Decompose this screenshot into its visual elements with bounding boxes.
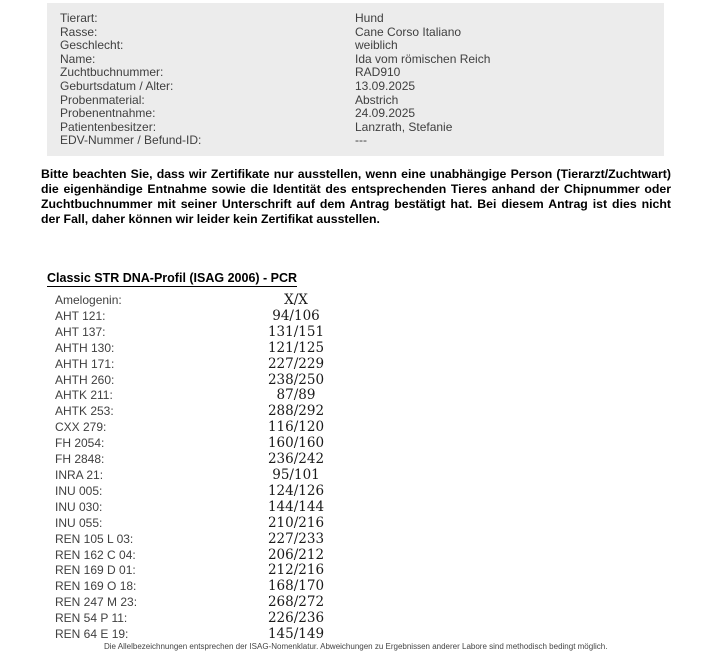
info-row-value: 13.09.2025 xyxy=(355,78,416,93)
info-row-label: Geburtsdatum / Alter: xyxy=(60,78,174,93)
info-row-value: Lanzrath, Stefanie xyxy=(355,119,453,134)
marker-row xyxy=(55,452,375,468)
marker-row xyxy=(55,373,375,389)
marker-value: 206/212 xyxy=(267,546,325,563)
marker-name: REN 247 M 23: xyxy=(55,595,138,610)
info-row-value: Hund xyxy=(355,11,384,25)
marker-value: X/X xyxy=(284,292,308,308)
clipped-footnote-text: Die Allelbezeichnungen entsprechen der ISAG-Nomenklatur. Abweichungen zu Ergebnissen anderer Labore sind methodisch bedingt möglich. xyxy=(104,642,608,651)
animal-info-rows xyxy=(60,12,654,148)
marker-value: 160/160 xyxy=(267,435,325,452)
marker-name: INU 055: xyxy=(55,515,103,530)
marker-name: REN 169 O 18: xyxy=(55,579,137,594)
marker-name: REN 105 L 03: xyxy=(55,531,134,546)
marker-name: AHTK 253: xyxy=(55,404,114,419)
marker-value: 95/101 xyxy=(272,466,320,483)
marker-row xyxy=(55,325,375,341)
marker-row xyxy=(55,579,375,595)
marker-name: INU 030: xyxy=(55,499,103,514)
marker-value: 268/272 xyxy=(267,594,325,611)
marker-row xyxy=(55,532,375,548)
info-row xyxy=(60,94,654,108)
info-row xyxy=(60,39,654,53)
marker-name: INU 005: xyxy=(55,483,103,498)
marker-name: AHT 121: xyxy=(55,308,106,323)
info-row-label: EDV-Nummer / Befund-ID: xyxy=(60,133,202,148)
marker-value: 226/236 xyxy=(267,610,325,627)
marker-name: AHTH 260: xyxy=(55,372,115,387)
marker-name: REN 162 C 04: xyxy=(55,547,136,562)
marker-name: REN 64 E 19: xyxy=(55,627,129,642)
info-row xyxy=(60,80,654,94)
info-row-value: Abstrich xyxy=(355,92,399,107)
marker-row xyxy=(55,436,375,452)
info-row xyxy=(60,107,654,121)
marker-value: 121/125 xyxy=(267,339,325,356)
certificate-notice-paragraph: Bitte beachten Sie, dass wir Zertifikate nur ausstellen, wenn eine unabhängige Person (Tierarzt/Zuchtwart) die eigenhändige Entnahme sowie die Identität des entsprechenden Tieres anhand der Chipnummer oder Zuchtbuchnummer mit seiner Unterschrift auf dem Antrag bestätigt hat. Bei diesem Antrag ist dies nicht der Fall, daher können wir leider kein Zertifikat ausstellen. xyxy=(41,167,671,227)
dna-profile-heading-text: Classic STR DNA-Profil (ISAG 2006) - PCR xyxy=(47,271,298,285)
info-row xyxy=(60,53,654,67)
marker-value: 212/216 xyxy=(267,562,325,579)
info-row xyxy=(60,66,654,80)
info-row-label: Zuchtbuchnummer: xyxy=(60,65,164,80)
marker-row xyxy=(55,357,375,373)
info-row-label: Probenentnahme: xyxy=(60,106,156,121)
marker-value: 288/292 xyxy=(267,403,325,420)
marker-row xyxy=(55,484,375,500)
marker-row xyxy=(55,548,375,564)
marker-row xyxy=(55,611,375,627)
info-row-value: 24.09.2025 xyxy=(355,106,416,121)
marker-row xyxy=(55,516,375,532)
marker-name: AHTH 171: xyxy=(55,356,115,371)
marker-row xyxy=(55,404,375,420)
marker-value: 145/149 xyxy=(267,626,325,643)
marker-name: REN 54 P 11: xyxy=(55,611,128,626)
clipped-footnote xyxy=(104,642,690,651)
marker-value: 116/120 xyxy=(267,419,325,436)
marker-name: AHTH 130: xyxy=(55,340,115,355)
marker-row xyxy=(55,293,375,309)
info-row xyxy=(60,12,654,26)
info-row-label: Name: xyxy=(60,51,96,66)
info-row-label: Tierart: xyxy=(60,11,98,25)
marker-row xyxy=(55,309,375,325)
marker-row xyxy=(55,468,375,484)
marker-name: FH 2054: xyxy=(55,436,105,451)
marker-name: Amelogenin: xyxy=(55,293,122,307)
info-row xyxy=(60,26,654,40)
marker-row xyxy=(55,627,375,643)
info-row-value: Cane Corso Italiano xyxy=(355,24,462,39)
info-row-value: RAD910 xyxy=(355,65,401,80)
info-row xyxy=(60,121,654,135)
info-row-value: weiblich xyxy=(355,38,398,53)
marker-value: 210/216 xyxy=(267,514,325,531)
info-row xyxy=(60,134,654,148)
marker-row xyxy=(55,500,375,516)
marker-name: INRA 21: xyxy=(55,467,104,482)
marker-name: CXX 279: xyxy=(55,420,107,435)
str-marker-table xyxy=(55,293,375,643)
marker-value: 227/233 xyxy=(267,530,325,547)
marker-value: 94/106 xyxy=(272,307,320,324)
dna-profile-heading xyxy=(47,271,297,285)
marker-row xyxy=(55,420,375,436)
marker-name: REN 169 D 01: xyxy=(55,563,136,578)
info-row-label: Probenmaterial: xyxy=(60,92,145,107)
marker-value: 144/144 xyxy=(267,498,325,515)
marker-value: 131/151 xyxy=(267,323,325,340)
marker-name: FH 2848: xyxy=(55,452,105,467)
marker-value: 227/229 xyxy=(267,355,325,372)
marker-name: AHTK 211: xyxy=(55,388,113,403)
marker-value: 87/89 xyxy=(276,387,316,404)
info-row-label: Rasse: xyxy=(60,24,98,39)
info-row-value: --- xyxy=(355,133,367,148)
marker-value: 124/126 xyxy=(267,482,325,499)
marker-row xyxy=(55,341,375,357)
info-row-label: Patientenbesitzer: xyxy=(60,119,157,134)
marker-value: 168/170 xyxy=(267,578,325,595)
marker-value: 238/250 xyxy=(267,371,325,388)
info-row-label: Geschlecht: xyxy=(60,38,124,53)
marker-row xyxy=(55,388,375,404)
marker-value: 236/242 xyxy=(267,451,325,468)
marker-name: AHT 137: xyxy=(55,324,106,339)
marker-row xyxy=(55,563,375,579)
marker-row xyxy=(55,595,375,611)
animal-info-box xyxy=(47,3,664,156)
info-row-value: Ida vom römischen Reich xyxy=(355,51,491,66)
